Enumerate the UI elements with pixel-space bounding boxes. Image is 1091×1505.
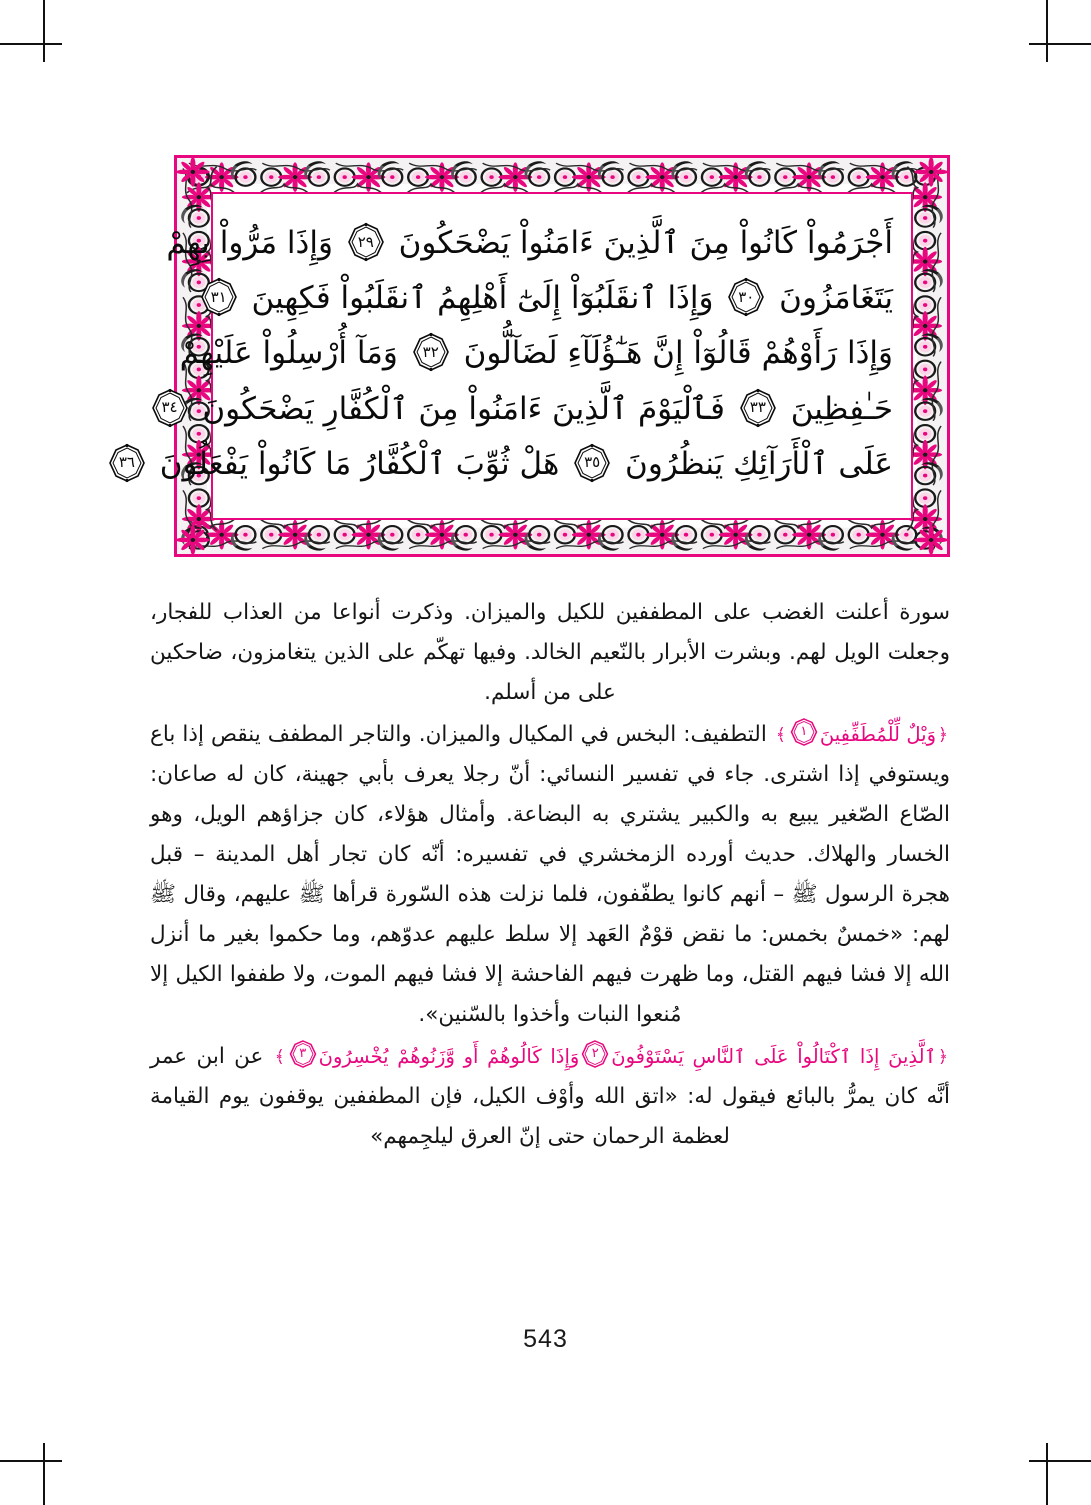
quran-inline-quote	[273, 1045, 950, 1068]
quran-text-segment: وَإِذَا مَرُّواْ بِهِمْ	[166, 225, 333, 261]
quran-text-segment: عَلَى ٱلْأَرَآئِكِ يَنظُرُونَ	[625, 445, 893, 482]
crop-mark-bottom-left-vertical	[43, 1443, 45, 1505]
quote-open-bracket: ﴿	[938, 724, 948, 745]
crop-mark-top-right-horizontal	[1029, 43, 1091, 45]
paragraph-text: سورة أعلنت الغضب على المطففين للكيل والميزان. وذكرت أنواعا من العذاب للفجار، وجعلت الويل لهم. وبشرت الأبرار بالنّعيم الخالد. وفيها تهكّم على الذين يتغامزون، ضاحكين على من أسلم.	[150, 599, 950, 705]
quran-text-panel	[118, 192, 913, 520]
quran-verse-line	[161, 382, 893, 437]
floral-border-ornament	[118, 158, 947, 554]
ayah-number: ٢	[591, 1045, 599, 1061]
ayah-number: ٢٩	[357, 232, 374, 251]
crop-mark-bottom-right-vertical	[1046, 1443, 1048, 1505]
quran-verse-line	[166, 216, 893, 271]
commentary-paragraph-tatfif	[150, 715, 950, 1035]
commentary-paragraph-intro	[150, 593, 950, 713]
ayah-number: ١	[800, 723, 808, 739]
ayah-number: ٣١	[210, 287, 227, 306]
quote-text: ٱلَّذِينَ إِذَا ٱكْتَالُواْ عَلَى ٱلنَّاسِ يَسْتَوْفُونَ	[611, 1044, 937, 1068]
quran-verse-line	[118, 437, 893, 492]
ayah-number: ٣٥	[584, 453, 601, 472]
quran-text-segment: يَتَغَامَزُونَ	[779, 280, 893, 317]
ayah-marker-36	[107, 443, 147, 483]
paragraph-text: التطفيف: البخس في المكيال والميزان. والتاجر المطفف ينقص إذا باع ويستوفي إذا اشترى. جاء في تفسير النسائي: أنّ رجلا يعرف بأبي جهينة، كان له صاعان: الصّاع الصّغير يبيع به والكبير يشتري به البضاعة. وأمثال هؤلاء، كان جزاؤهم الويل، وهو الخسار والهلاك. حديث أورده الزمخشري في تفسيره: أنّه كان تجار أهل المدينة – قبل هجرة الرسول ﷺ – أنهم كانوا يطفّفون، فلما نزلت هذه السّورة قرأها ﷺ عليهم، وقال ﷺ لهم: «خمسٌ بخمس: ما نقض قوْمٌ العَهد إلا سلط عليهم عدوّهم، وما حكموا بغير ما أنزل الله إلا فشا فيهم القتل، وما ظهرت فيهم الفاحشة إلا فشا فيهم الموت، ولا طففوا الكيل إلا مُنعوا النبات وأخذوا بالسّنين».	[150, 721, 950, 1027]
quran-text-segment: وَإِذَا رَأَوْهُمْ قَالُوٓاْ إِنَّ هَـٰٓؤُلَآءِ لَضَآلُّونَ	[463, 335, 893, 372]
quran-text-segment: وَإِذَا ٱنقَلَبُوٓاْ إِلَىٰٓ أَهْلِهِمُ ٱنقَلَبُواْ فَكِهِينَ	[251, 280, 714, 317]
quran-ornamental-frame	[118, 155, 950, 557]
quran-text-segment: فَٱلْيَوْمَ ٱلَّذِينَ ءَامَنُواْ مِنَ ٱلْكُفَّارِ يَضْحَكُونَ	[202, 390, 725, 427]
crop-mark-top-left-horizontal	[0, 43, 62, 45]
crop-mark-bottom-left-horizontal	[0, 1460, 62, 1462]
quran-verse-line	[210, 271, 893, 326]
ayah-number: ٣٦	[118, 453, 135, 472]
commentary-body	[150, 593, 950, 1157]
quran-text-segment: حَـٰفِظِينَ	[790, 390, 893, 427]
paragraph-text: عن ابن عمر أنَّه كان يمرُّ بالبائع فيقول له: «اتق الله وأوْف الكيل، فإن المطففين يوقفون يوم القيامة لعظمة الرحمان حتى إنّ العرق ليلجِمهم»	[150, 1043, 950, 1149]
ayah-number: ٣٣	[749, 398, 766, 417]
quran-text-segment: أَجْرَمُواْ كَانُواْ مِنَ ٱلَّذِينَ ءَامَنُواْ يَضْحَكُونَ	[398, 225, 893, 261]
ayah-marker-1	[789, 717, 819, 747]
crop-mark-top-right-vertical	[1046, 0, 1048, 62]
quote-close-bracket: ﴾	[775, 724, 786, 745]
ayah-marker-31	[199, 277, 239, 317]
ayah-marker-35	[572, 443, 612, 483]
ayah-number: ٣	[299, 1045, 307, 1061]
page-number: 543	[523, 1325, 568, 1353]
quote-text: وَيْلٌ لِّلْمُطَفِّفِينَ	[819, 722, 937, 746]
crop-mark-bottom-right-horizontal	[1029, 1460, 1091, 1462]
ayah-marker-33	[738, 388, 778, 428]
ayah-marker-3	[288, 1039, 318, 1069]
ayah-marker-32	[411, 332, 451, 372]
crop-mark-top-left-vertical	[43, 0, 45, 62]
quran-text-segment: هَلْ ثُوِّبَ ٱلْكُفَّارُ مَا كَانُواْ يَفْعَلُونَ	[159, 445, 560, 482]
quran-verse-line	[179, 326, 893, 381]
quran-text-segment: وَمَآ أُرْسِلُواْ عَلَيْهِمْ	[179, 335, 398, 372]
quran-inline-quote	[774, 723, 950, 746]
ayah-number: ٣٠	[738, 287, 755, 306]
quote-text: وَإِذَا كَالُوهُمْ أَو وَّزَنُوهُمْ يُخْسِرُونَ	[318, 1044, 580, 1068]
ayah-number: ٣٢	[422, 343, 439, 361]
page-content	[118, 140, 950, 1159]
ayah-marker-30	[726, 277, 766, 317]
ayah-number: ٣٤	[161, 398, 178, 417]
commentary-paragraph-yaktalun	[150, 1037, 950, 1157]
quote-close-bracket: ﴾	[274, 1046, 285, 1067]
ayah-marker-34	[150, 388, 190, 428]
ayah-marker-2	[580, 1039, 610, 1069]
quote-open-bracket: ﴿	[938, 1046, 948, 1067]
ayah-marker-29	[346, 222, 386, 262]
